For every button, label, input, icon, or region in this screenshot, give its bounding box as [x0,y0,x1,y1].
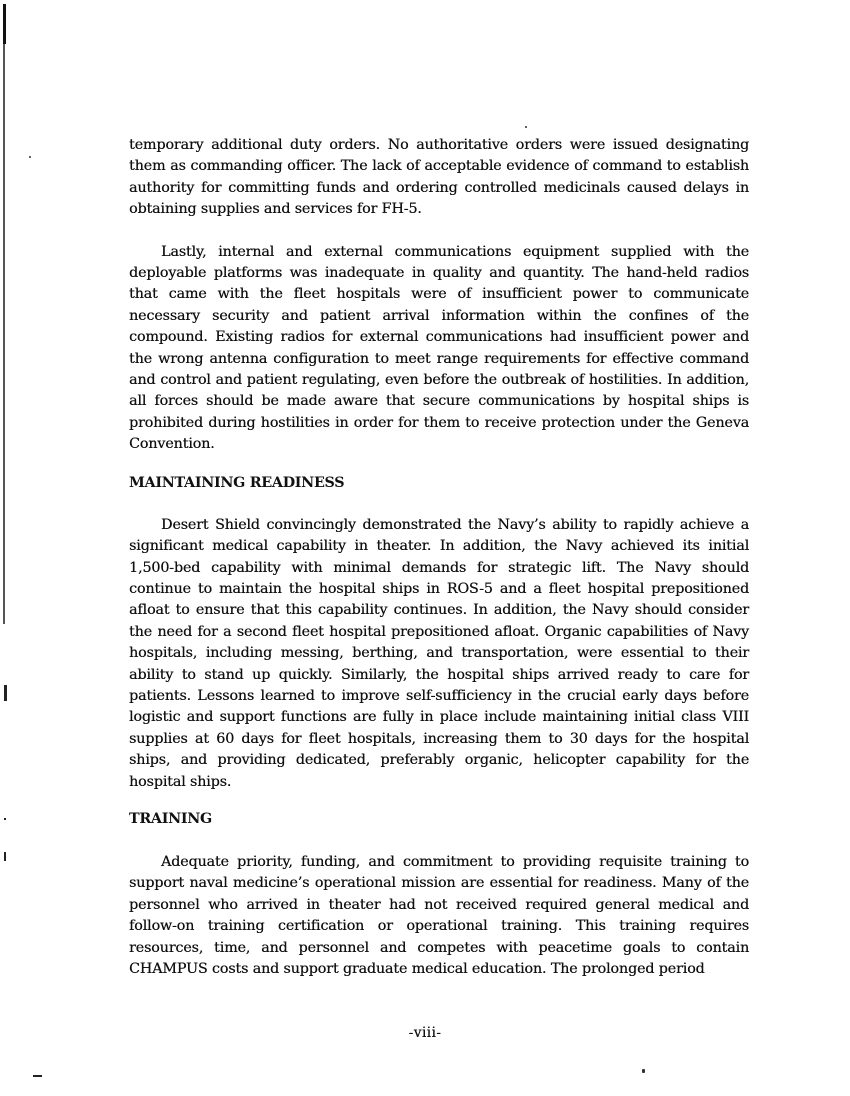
paragraph-readiness: Desert Shield convincingly demonstrated the Navy’s ability to rapidly achieve a significant medical capability in theater. In addition, the Navy achieved its initial 1,500-bed capability with minimal demands for strategic lift. The Navy should continue to maintain the hospital ships in ROS-5 and a fleet hospital prepositioned afloat to ensure that this capability continues. In addition, the Navy should consider the need for a second fleet hospital prepositioned afloat. Organic capabilities of Navy hospitals, including messing, berthing, and transportation, were essential to their ability to stand up quickly. Similarly, the hospital ships arrived ready to care for patients. Lessons learned to improve self-sufficiency in the crucial early days before logistic and support functions are fully in place include maintaining initial class VIII supplies at 60 days for fleet hospitals, increasing them to 30 days for the hospital ships, and providing dedicated, preferably organic, helicopter capability for the hospital ships. [129,516,749,790]
scan-edge-speck [4,818,6,820]
section-heading-training: TRAINING [129,810,212,827]
scan-edge-mark [4,852,6,861]
page-number: -viii- [408,1025,442,1041]
scan-left-edge-line [3,4,5,624]
section-heading-maintaining-readiness: MAINTAINING READINESS [129,474,345,491]
scan-edge-mark [4,685,7,701]
scan-speck [29,156,31,158]
scan-bottom-dash [33,1075,42,1077]
scan-left-edge-dark-segment [3,4,6,44]
scan-speck [642,1069,645,1073]
paragraph-communications: Lastly, internal and external communications equipment supplied with the deployable platforms was inadequate in quality and quantity. The hand-held radios that came with the fleet hospitals were of insufficient power to communicate necessary security and patient arrival information within the confines of the compound. Existing radios for external communications had insufficient power and the wrong antenna configuration to meet range requirements for effective command and control and patient regulating, even before the outbreak of hostilities. In addition, all forces should be made aware that secure communications by hospital ships is prohibited during hostilities in order for them to receive protection under the Geneva Convention. [129,243,749,453]
paragraph-continuation: temporary additional duty orders. No authoritative orders were issued designating them as commanding officer. The lack of acceptable evidence of command to establish authority for committing funds and ordering controlled medicinals caused delays in obtaining supplies and services for FH-5. [129,137,749,218]
paragraph-training: Adequate priority, funding, and commitment to providing requisite training to support naval medicine’s operational mission are essential for readiness. Many of the personnel who arrived in theater had not received required general medical and follow-on training certification or operational training. This training requires resources, time, and personnel and competes with peacetime goals to contain CHAMPUS costs and support graduate medical education. The prolonged period [129,853,749,977]
document-body [129,135,749,980]
scan-speck [525,126,527,128]
